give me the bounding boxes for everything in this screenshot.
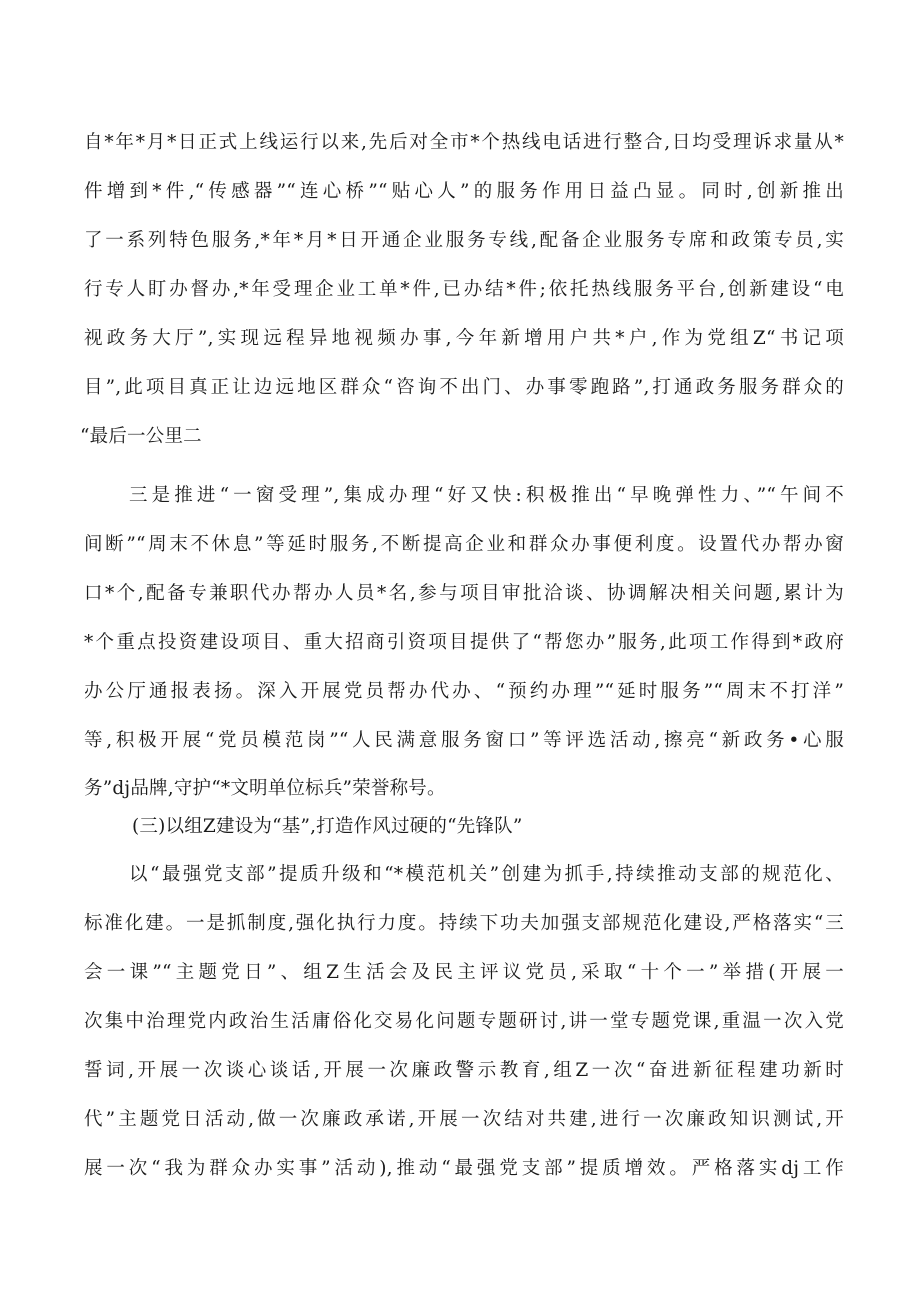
paragraph-1-line-4: 行专人盯办督办,*年受理企业工单*件,已办结*件;依托热线服务平台,创新建设“电 (84, 279, 844, 300)
paragraph-4-line-3: 会一课”“主题党日”、组Z生活会及民主评议党员,采取“十个一”举措(开展一 (84, 962, 844, 983)
paragraph-2-line-7: 务”dj品牌,守护“*文明单位标兵”荣誉称号。 (84, 778, 446, 799)
paragraph-2-line-3: 口*个,配备专兼职代办帮办人员*名,参与项目审批洽谈、协调解决相关问题,累计为 (84, 583, 844, 604)
paragraph-1-line-3: 了一系列特色服务,*年*月*日开通企业服务专线,配备企业服务专席和政策专员,实 (84, 230, 844, 251)
paragraph-1-line-1: 自*年*月*日正式上线运行以来,先后对全市*个热线电话进行整合,日均受理诉求量从* (84, 132, 844, 153)
paragraph-1-line-2: 件增到*件,“传感器”“连心桥”“贴心人”的服务作用日益凸显。同时,创新推出 (84, 181, 844, 202)
paragraph-4-line-4: 次集中治理党内政治生活庸俗化交易化问题专题研讨,讲一堂专题党课,重温一次入党 (84, 1011, 844, 1032)
paragraph-2-line-6: 等,积极开展“党员模范岗”“人民满意服务窗口”等评选活动,擦亮“新政务•心服 (84, 730, 844, 751)
paragraph-2-line-1: 三是推进“一窗受理”,集成办理“好又快:积极推出“早晚弹性力、”“午间不 (129, 485, 844, 506)
paragraph-4-line-1: 以“最强党支部”提质升级和“*模范机关”创建为抓手,持续推动支部的规范化、 (129, 864, 844, 885)
paragraph-1-line-7: “最后一公里二 (80, 426, 202, 447)
paragraph-1-line-6: 目”,此项目真正让边远地区群众“咨询不出门、办事零跑路”,打通政务服务群众的 (84, 377, 844, 398)
paragraph-4-line-5: 誓词,开展一次谈心谈话,开展一次廉政警示教育,组Z一次“奋进新征程建功新时 (84, 1060, 844, 1081)
section-heading: (三)以组Z建设为“基”,打造作风过硬的“先锋队” (132, 816, 523, 837)
paragraph-4-line-6: 代”主题党日活动,做一次廉政承诺,开展一次结对共建,进行一次廉政知识测试,开 (84, 1109, 844, 1130)
paragraph-1-line-5: 视政务大厅”,实现远程异地视频办事,今年新增用户共*户,作为党组Z“书记项 (84, 328, 844, 349)
paragraph-2-line-5: 办公厅通报表扬。深入开展党员帮办代办、“预约办理”“延时服务”“周末不打洋” (84, 681, 844, 702)
paragraph-2-line-2: 间断”“周末不休息”等延时服务,不断提高企业和群众办事便利度。设置代办帮办窗 (84, 534, 844, 555)
paragraph-4-line-2: 标准化建。一是抓制度,强化执行力度。持续下功夫加强支部规范化建设,严格落实“三 (84, 913, 844, 934)
paragraph-4-line-7: 展一次“我为群众办实事”活动),推动“最强党支部”提质增效。严格落实dj工作 (84, 1158, 844, 1179)
paragraph-2-line-4: *个重点投资建设项目、重大招商引资项目提供了“帮您办”服务,此项工作得到*政府 (84, 632, 844, 653)
